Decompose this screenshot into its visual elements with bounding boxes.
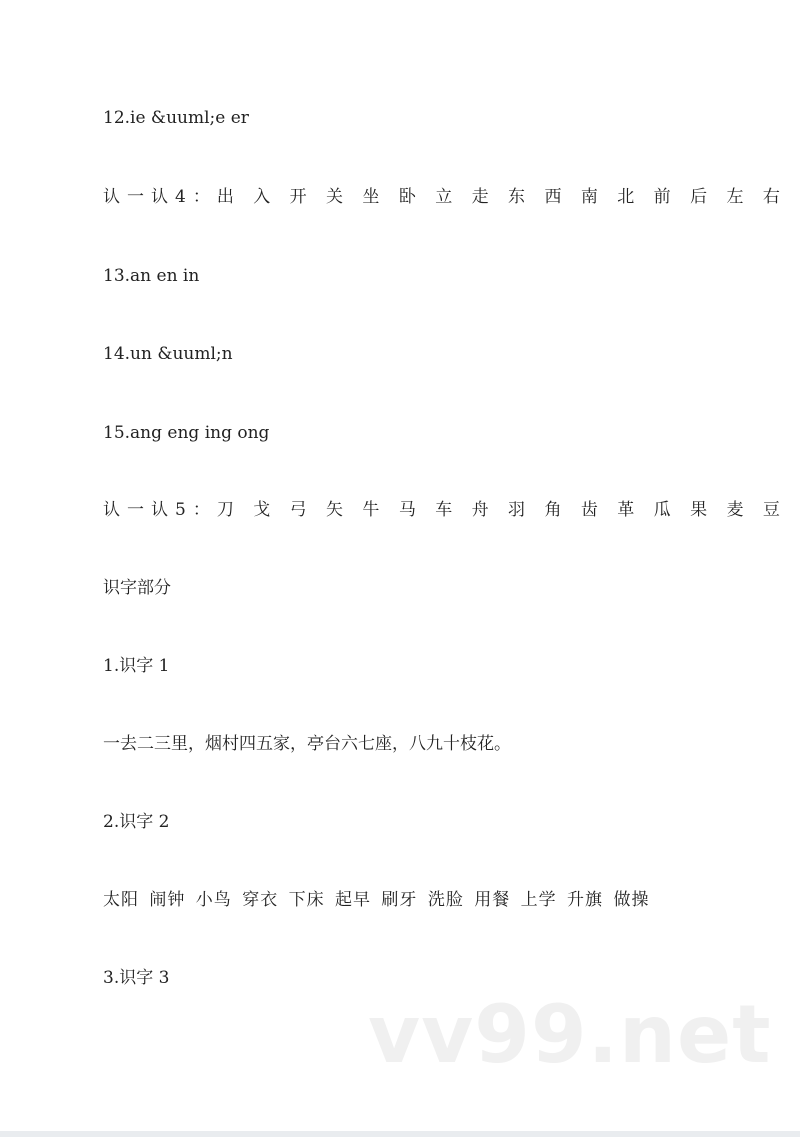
text-line-literacy-2: 2.识字 2 — [103, 812, 170, 832]
text-line-literacy-1: 1.识字 1 — [103, 656, 170, 676]
watermark-logo: vv99.net — [368, 988, 772, 1081]
text-line-pinyin-13: 13.an en in — [103, 266, 200, 286]
text-line-word-list: 太阳 闹钟 小鸟 穿衣 下床 起早 刷牙 洗脸 用餐 上学 升旗 做操 — [103, 890, 650, 910]
text-line-recognize-5: 认一认5：刀 戈 弓 矢 牛 马 车 舟 羽 角 齿 革 瓜 果 麦 豆 — [103, 500, 787, 520]
text-line-recognize-4: 认一认4：出 入 开 关 坐 卧 立 走 东 西 南 北 前 后 左 右 — [103, 187, 787, 207]
page-bottom-edge — [0, 1131, 800, 1137]
text-line-pinyin-15: 15.ang eng ing ong — [103, 423, 270, 443]
text-line-pinyin-12: 12.ie &uuml;e er — [103, 108, 249, 128]
text-line-poem: 一去二三里，烟村四五家，亭台六七座，八九十枝花。 — [103, 734, 511, 754]
text-line-pinyin-14: 14.un &uuml;n — [103, 344, 233, 364]
text-line-literacy-3: 3.识字 3 — [103, 968, 170, 988]
section-heading-literacy: 识字部分 — [103, 578, 171, 598]
